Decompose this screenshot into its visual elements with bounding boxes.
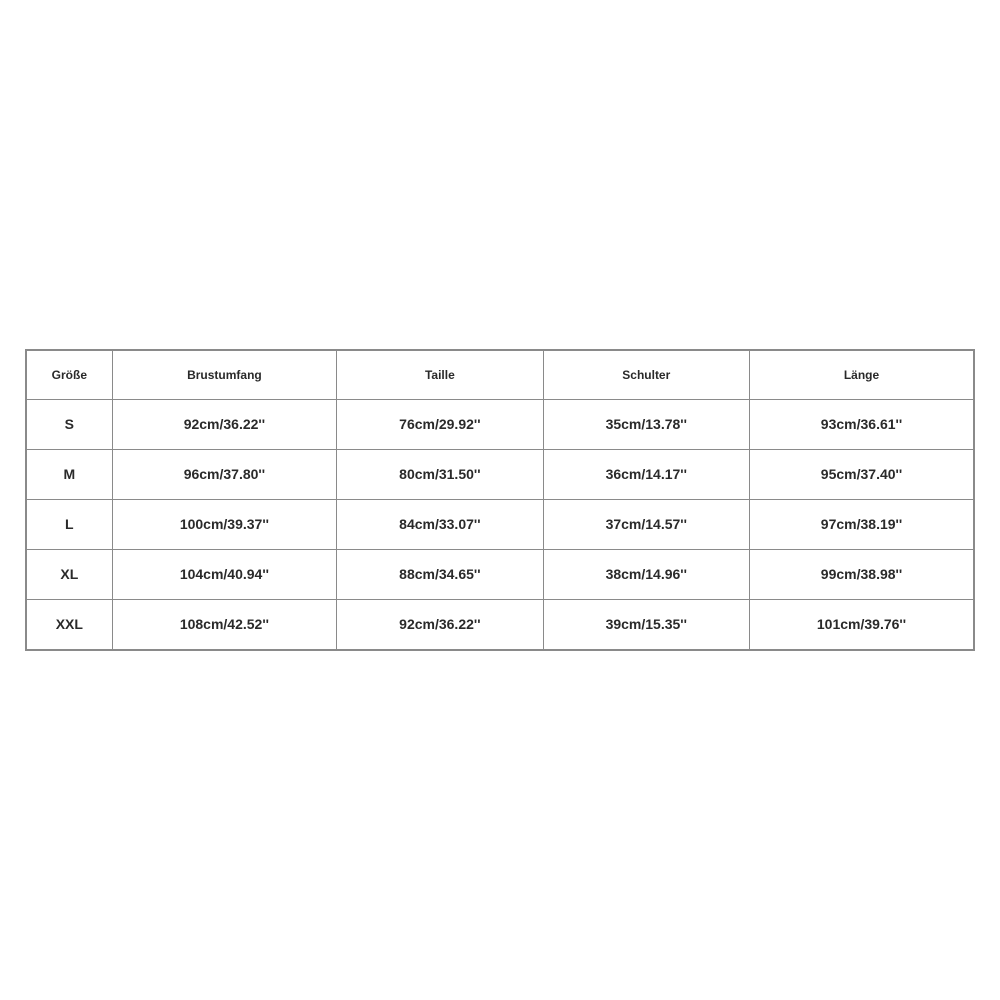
cell-length: 99cm/38.98'': [749, 549, 974, 599]
cell-shoulder: 39cm/15.35'': [543, 599, 749, 650]
size-chart-table: [25, 349, 975, 651]
table-row: [26, 549, 974, 599]
cell-length: 97cm/38.19'': [749, 499, 974, 549]
table-row: [26, 499, 974, 549]
cell-chest: 100cm/39.37'': [112, 499, 336, 549]
header-chest: Brustumfang: [112, 350, 336, 400]
cell-length: 101cm/39.76'': [749, 599, 974, 650]
cell-chest: 104cm/40.94'': [112, 549, 336, 599]
cell-waist: 88cm/34.65'': [337, 549, 543, 599]
cell-shoulder: 35cm/13.78'': [543, 400, 749, 450]
header-length: Länge: [749, 350, 974, 400]
cell-shoulder: 36cm/14.17'': [543, 449, 749, 499]
cell-chest: 108cm/42.52'': [112, 599, 336, 650]
cell-length: 93cm/36.61'': [749, 400, 974, 450]
cell-chest: 92cm/36.22'': [112, 400, 336, 450]
header-size: Größe: [26, 350, 112, 400]
header-waist: Taille: [337, 350, 543, 400]
cell-waist: 92cm/36.22'': [337, 599, 543, 650]
cell-length: 95cm/37.40'': [749, 449, 974, 499]
cell-shoulder: 37cm/14.57'': [543, 499, 749, 549]
table-row: [26, 400, 974, 450]
cell-size: L: [26, 499, 112, 549]
cell-size: XL: [26, 549, 112, 599]
cell-size: XXL: [26, 599, 112, 650]
cell-waist: 80cm/31.50'': [337, 449, 543, 499]
cell-chest: 96cm/37.80'': [112, 449, 336, 499]
cell-waist: 76cm/29.92'': [337, 400, 543, 450]
cell-size: M: [26, 449, 112, 499]
table-header-row: [26, 350, 974, 400]
header-shoulder: Schulter: [543, 350, 749, 400]
cell-waist: 84cm/33.07'': [337, 499, 543, 549]
table-row: [26, 449, 974, 499]
cell-shoulder: 38cm/14.96'': [543, 549, 749, 599]
table-row: [26, 599, 974, 650]
cell-size: S: [26, 400, 112, 450]
